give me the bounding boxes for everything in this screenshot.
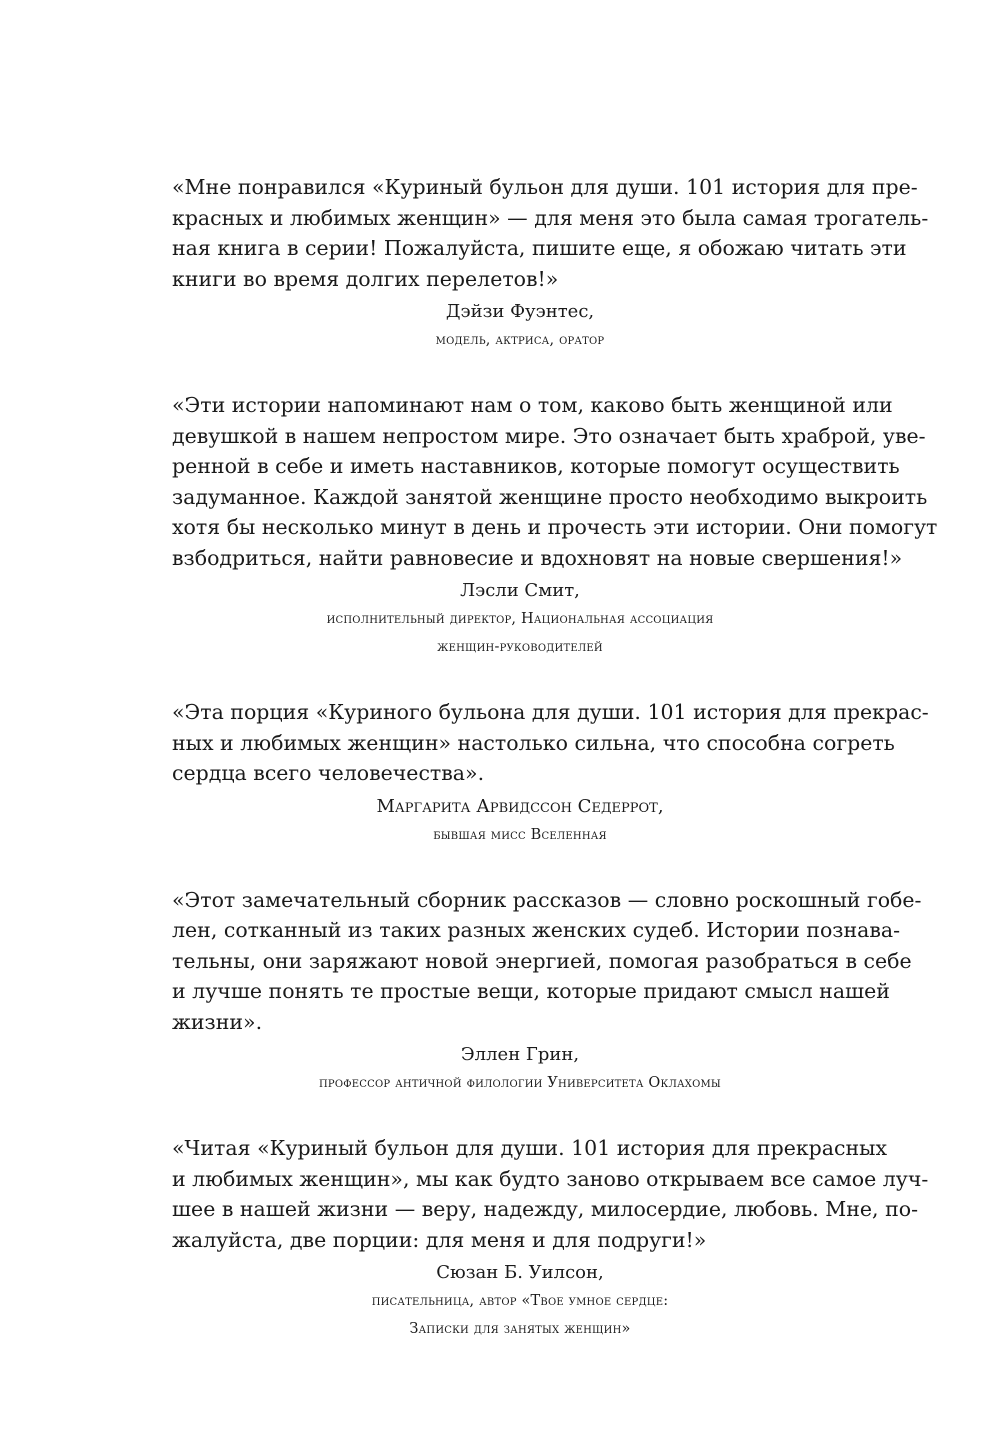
testimonial [172,172,929,354]
quote-line: лен, сотканный из таких разных женских судеб. Истории познава- [172,918,901,942]
testimonials-page [172,172,938,1379]
author-role: исполнительный директор, Национальная ассоциация [326,611,714,627]
author-role: бывшая мисс Вселенная [433,826,607,843]
quote-line: «Эти истории напоминают нам о том, каково быть женщиной или [172,393,893,417]
quote-line: ренной в себе и иметь наставников, которые помогут осуществить [172,454,900,478]
author-name: Сюзан Б. Уилсон, [436,1262,604,1283]
quote-line: взбодриться, найти равновесие и вдохновят на новые свершения!» [172,545,903,570]
quote-line: сердца всего человечества». [172,761,485,785]
attribution [172,577,868,661]
testimonial-quote [172,1133,929,1255]
author-name: Лэсли Смит, [460,580,580,601]
attribution [172,298,868,354]
quote-line: «Мне понравился «Куриный бульон для души. 101 история для пре- [172,175,918,199]
quote-line: «Эта порция «Куриного бульона для души. 101 история для прекрас- [172,700,929,724]
author-name: Маргарита Арвидссон Седеррот, [376,795,664,817]
testimonial-quote [172,885,922,1038]
quote-line: и лучше понять те простые вещи, которые придают смысл нашей [172,979,890,1003]
quote-line: тельны, они заряжают новой энергией, помогая разобраться в себе [172,948,912,973]
quote-line: хотя бы несколько минут в день и прочесть эти истории. Они помогут [172,515,938,539]
testimonial [172,1133,929,1343]
author-name: Эллен Грин, [460,1044,580,1065]
quote-line: «Читая «Куриный бульон для души. 101 история для прекрасных [172,1136,888,1160]
author-role: писательница, автор «Твое умное сердце: [371,1293,669,1309]
testimonial-quote [172,172,929,294]
quote-line: жизни». [172,1009,263,1034]
author-role: профессор античной филологии Университета Оклахомы [319,1075,721,1091]
quote-line: «Этот замечательный сборник рассказов — словно роскошный гобе- [172,887,922,912]
testimonial [172,390,938,661]
quote-line: шее в нашей жизни — веру, надежду, милосердие, любовь. Мне, по- [172,1197,919,1221]
author-role: Записки для занятых женщин» [409,1321,631,1337]
author-role: модель, актриса, оратор [435,332,605,348]
quote-line: книги во время долгих перелетов!» [172,266,559,291]
testimonial [172,697,929,849]
quote-line: задуманное. Каждой занятой женщине просто необходимо выкроить [172,484,928,509]
quote-line: красных и любимых женщин» — для меня это была самая трогатель- [172,205,929,230]
testimonial-quote [172,390,938,573]
quote-line: жалуйста, две порции: для меня и для подруги!» [172,1227,707,1252]
quote-line: девушкой в нашем непростом мире. Это означает быть храброй, уве- [172,423,926,448]
quote-line: ных и любимых женщин» настолько сильна, что способна согреть [172,730,895,755]
author-role: женщин-руководителей [437,639,603,655]
quote-line: ная книга в серии! Пожалуйста, пишите еще, я обожаю читать эти [172,236,907,260]
attribution [172,793,868,849]
testimonial-quote [172,697,929,789]
quote-line: и любимых женщин», мы как будто заново открываем все самое луч- [172,1166,929,1191]
attribution [172,1041,868,1097]
testimonial [172,885,922,1098]
author-name: Дэйзи Фуэнтес, [445,301,595,322]
attribution [172,1259,868,1343]
